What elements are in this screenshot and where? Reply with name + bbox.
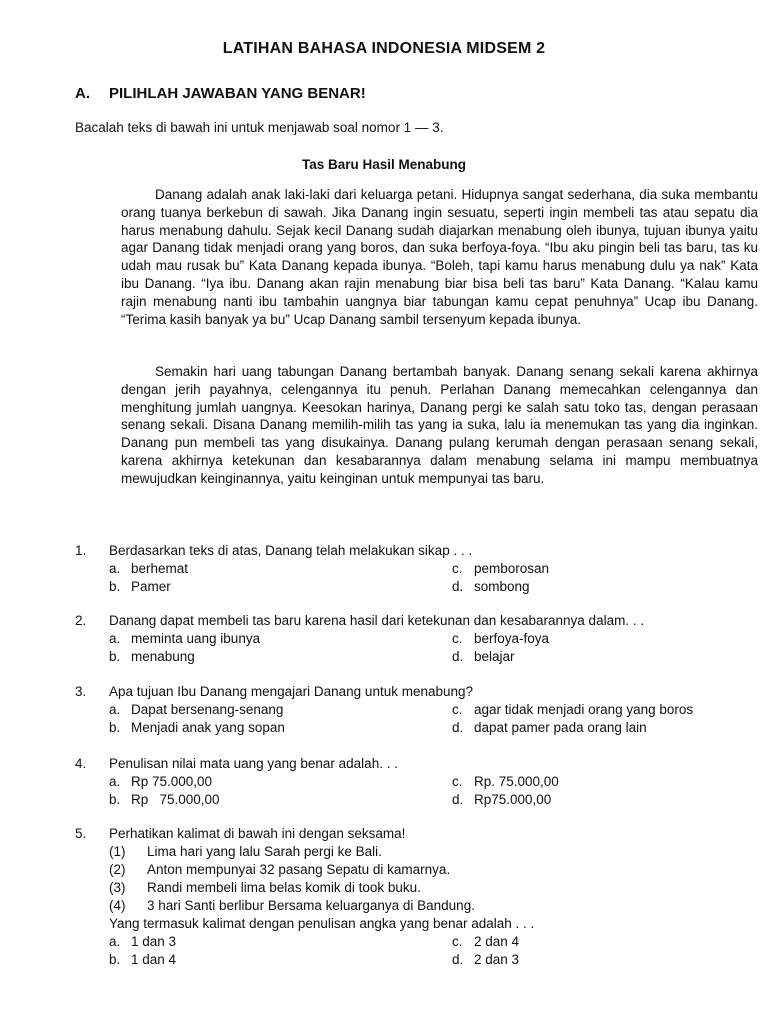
option-text: berhemat	[131, 561, 189, 576]
option-letter: c.	[452, 934, 463, 949]
option-letter: a.	[109, 561, 121, 576]
option-a	[109, 701, 283, 719]
option-d	[452, 719, 647, 737]
option-letter: c.	[452, 631, 463, 646]
option-c	[452, 933, 519, 951]
option-text: belajar	[474, 649, 515, 664]
option-letter: d.	[452, 792, 464, 807]
reading-instruction: Bacalah teks di bawah ini untuk menjawab soal nomor 1 — 3.	[75, 120, 444, 135]
option-a	[109, 933, 176, 951]
option-b	[109, 791, 220, 809]
option-a	[109, 630, 260, 648]
question-stem: Berdasarkan teks di atas, Danang telah melakukan sikap . . .	[109, 543, 473, 558]
story-title: Tas Baru Hasil Menabung	[301, 157, 467, 172]
option-b	[109, 719, 285, 737]
option-d	[452, 951, 519, 969]
statement-label: (4)	[109, 898, 126, 913]
option-text: 2 dan 3	[474, 952, 520, 967]
option-d	[452, 791, 551, 809]
option-letter: b.	[109, 952, 121, 967]
statement-label: (3)	[109, 880, 126, 895]
option-text: Rp 75.000,00	[131, 792, 220, 807]
statement-text: Lima hari yang lalu Sarah pergi ke Bali.	[147, 844, 382, 859]
option-letter: a.	[109, 774, 121, 789]
option-text: dapat pamer pada orang lain	[474, 720, 647, 735]
option-letter: d.	[452, 579, 464, 594]
option-text: agar tidak menjadi orang yang boros	[474, 702, 694, 717]
statement-text: 3 hari Santi berlibur Bersama keluarganya di Bandung.	[147, 898, 475, 913]
question-number: 5.	[75, 826, 87, 841]
option-letter: b.	[109, 649, 121, 664]
statement-label: (1)	[109, 844, 126, 859]
option-text: berfoya-foya	[474, 631, 550, 646]
option-letter: d.	[452, 649, 464, 664]
option-letter: a.	[109, 934, 121, 949]
option-letter: d.	[452, 720, 464, 735]
statement-4	[109, 897, 475, 915]
question-stem: Apa tujuan Ibu Danang mengajari Danang untuk menabung?	[109, 684, 474, 699]
option-a	[109, 773, 212, 791]
section-heading	[75, 85, 366, 102]
statement-text: Randi membeli lima belas komik di took buku.	[147, 880, 421, 895]
option-d	[452, 648, 515, 666]
question-number: 1.	[75, 543, 87, 558]
question-number: 2.	[75, 613, 87, 628]
option-text: Pamer	[131, 579, 171, 594]
question-stem: Perhatikan kalimat di bawah ini dengan seksama!	[109, 826, 406, 841]
option-letter: b.	[109, 579, 121, 594]
option-b	[109, 648, 195, 666]
option-c	[452, 701, 693, 719]
option-text: Menjadi anak yang sopan	[131, 720, 285, 735]
option-text: Dapat bersenang-senang	[131, 702, 284, 717]
question-number: 3.	[75, 684, 87, 699]
option-text: Rp. 75.000,00	[474, 774, 559, 789]
option-c	[452, 560, 549, 578]
option-text: sombong	[474, 579, 530, 594]
option-text: Rp 75.000,00	[131, 774, 213, 789]
option-text: meminta uang ibunya	[131, 631, 261, 646]
option-c	[452, 630, 549, 648]
option-text: pemborosan	[474, 561, 550, 576]
option-letter: a.	[109, 702, 121, 717]
option-text: menabung	[131, 649, 195, 664]
statement-2	[109, 861, 450, 879]
story-paragraph-1: Danang adalah anak laki-laki dari keluarga petani. Hidupnya sangat sederhana, dia suka membantu orang tuanya berkebun di sawah. Jika Danang ingin sesuatu, seperti ingin membeli tas atau sepatu dia harus menabung dahulu. Sejak kecil Danang sudah diajarkan menabung oleh ibunya, tujuan ibunya yaitu agar Danang tidak menjadi orang yang boros, dan suka berfoya-foya. “Ibu aku pingin beli tas baru, tas ku udah mau rusak bu” Kata Danang kepada ibunya. “Boleh, tapi kamu harus menabung dulu ya nak” Kata ibu Danang. “Iya ibu. Danang akan rajin menabung biar bisa beli tas baru” Kata Danang. “Kalau kamu rajin menabung nanti ibu tambahin uangnya biar tabungan kamu cepat penuhnya” Ucap ibu Danang. “Terima kasih banyak ya bu” Ucap Danang sambil tersenyum kepada ibunya.	[121, 187, 758, 327]
story-paragraph-2: Semakin hari uang tabungan Danang bertambah banyak. Danang senang sekali karena akhirnya dengan jerih payahnya, celengannya itu penuh. Perlahan Danang memecahkan celengannya dan menghitung jumlah uangnya. Keesokan harinya, Danang pergi ke salah satu toko tas, dengan perasaan senang sekali. Disana Danang memilih-milih tas yang ia suka, lalu ia menemukan tas yang dia inginkan. Danang pun membeli tas yang disukainya. Danang pulang kerumah dengan perasaan senang sekali, karena akhirnya ketekunan dan kesabarannya dalam menabung selama ini mampu membuatnya mewujudkan keinginannya, yaitu keinginan untuk mempunyai tas baru.	[121, 364, 758, 486]
option-letter: c.	[452, 774, 463, 789]
option-c	[452, 773, 559, 791]
option-letter: d.	[452, 952, 464, 967]
section-label: PILIHLAH JAWABAN YANG BENAR!	[109, 85, 366, 102]
option-letter: a.	[109, 631, 121, 646]
statement-3	[109, 879, 421, 897]
option-text: Rp75.000,00	[474, 792, 552, 807]
question-prompt: Yang termasuk kalimat dengan penulisan angka yang benar adalah . . .	[109, 916, 535, 931]
statement-1	[109, 843, 382, 861]
option-letter: c.	[452, 561, 463, 576]
section-letter: A.	[75, 85, 90, 102]
option-b	[109, 578, 171, 596]
option-text: 2 dan 4	[474, 934, 520, 949]
option-letter: b.	[109, 720, 121, 735]
question-stem: Penulisan nilai mata uang yang benar adalah. . .	[109, 756, 398, 771]
question-number: 4.	[75, 756, 87, 771]
option-b	[109, 951, 176, 969]
option-d	[452, 578, 530, 596]
page-title: LATIHAN BAHASA INDONESIA MIDSEM 2	[222, 40, 546, 57]
question-stem: Danang dapat membeli tas baru karena hasil dari ketekunan dan kesabarannya dalam. . .	[109, 613, 645, 628]
statement-text: Anton mempunyai 32 pasang Sepatu di kamarnya.	[147, 862, 451, 877]
statement-label: (2)	[109, 862, 126, 877]
option-letter: c.	[452, 702, 463, 717]
option-text: 1 dan 3	[131, 934, 177, 949]
option-letter: b.	[109, 792, 121, 807]
option-text: 1 dan 4	[131, 952, 177, 967]
option-a	[109, 560, 188, 578]
